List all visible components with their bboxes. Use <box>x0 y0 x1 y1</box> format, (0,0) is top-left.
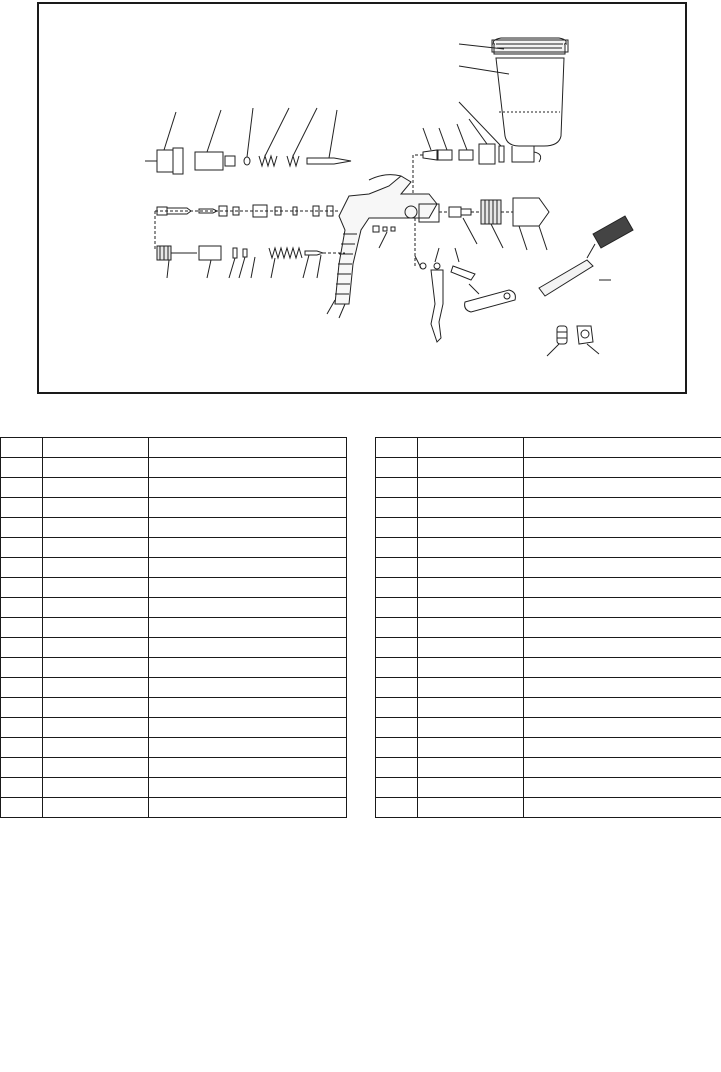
table-row <box>1 518 347 538</box>
table-row <box>1 438 347 458</box>
table-cell <box>418 438 524 458</box>
table-cell <box>43 598 149 618</box>
table-row <box>376 738 721 758</box>
air-cap-assembly <box>439 198 549 250</box>
table-cell <box>524 758 721 778</box>
table-cell <box>524 658 721 678</box>
table-cell <box>376 598 418 618</box>
table-cell <box>43 738 149 758</box>
table-cell <box>43 498 149 518</box>
table-cell <box>376 638 418 658</box>
table-row <box>1 538 347 558</box>
table-cell <box>43 538 149 558</box>
table-row <box>1 578 347 598</box>
table-row <box>1 678 347 698</box>
table-cell <box>376 658 418 678</box>
table-cell <box>418 618 524 638</box>
table-cell <box>1 718 43 738</box>
table-cell <box>524 778 721 798</box>
table-cell <box>149 678 347 698</box>
table-cell <box>418 738 524 758</box>
table-cell <box>418 778 524 798</box>
table-cell <box>43 758 149 778</box>
table-cell <box>1 638 43 658</box>
filter-and-nut <box>547 326 599 356</box>
table-row <box>1 798 347 818</box>
table-cell <box>524 498 721 518</box>
table-row <box>1 498 347 518</box>
table-cell <box>149 498 347 518</box>
table-row <box>376 578 721 598</box>
table-cell <box>376 678 418 698</box>
table-cell <box>149 758 347 778</box>
table-cell <box>149 438 347 458</box>
table-cell <box>1 658 43 678</box>
table-cell <box>418 478 524 498</box>
table-row <box>1 458 347 478</box>
table-row <box>376 598 721 618</box>
table-cell <box>149 458 347 478</box>
table-row <box>376 458 721 478</box>
table-cell <box>1 458 43 478</box>
table-cell <box>418 718 524 738</box>
table-row <box>376 698 721 718</box>
table-cell <box>376 758 418 778</box>
table-cell <box>418 458 524 478</box>
table-cell <box>418 598 524 618</box>
table-cell <box>43 618 149 638</box>
table-cell <box>418 578 524 598</box>
spray-gun-exploded-view <box>39 4 685 392</box>
table-row <box>376 778 721 798</box>
table-cell <box>149 658 347 678</box>
table-row <box>1 758 347 778</box>
table-cell <box>376 438 418 458</box>
table-cell <box>1 578 43 598</box>
table-cell <box>1 478 43 498</box>
table-cell <box>43 778 149 798</box>
trigger <box>415 218 475 342</box>
table-cell <box>524 598 721 618</box>
table-cell <box>524 518 721 538</box>
table-cell <box>1 598 43 618</box>
table-cell <box>149 798 347 818</box>
table-cell <box>376 498 418 518</box>
table-cell <box>149 538 347 558</box>
cleaning-brush <box>539 216 633 296</box>
table-cell <box>524 438 721 458</box>
table-cell <box>418 798 524 818</box>
table-cell <box>149 558 347 578</box>
table-cell <box>149 578 347 598</box>
needle-assembly-upper <box>157 148 351 174</box>
table-cell <box>149 638 347 658</box>
table-cell <box>149 618 347 638</box>
table-cell <box>524 618 721 638</box>
table-cell <box>418 518 524 538</box>
table-cell <box>418 658 524 678</box>
parts-table-right-body <box>376 438 721 818</box>
table-cell <box>524 558 721 578</box>
table-cell <box>1 698 43 718</box>
table-row <box>376 518 721 538</box>
table-row <box>376 718 721 738</box>
table-cell <box>376 778 418 798</box>
table-cell <box>524 538 721 558</box>
table-row <box>376 478 721 498</box>
table-cell <box>43 638 149 658</box>
table-cell <box>376 618 418 638</box>
table-row <box>1 738 347 758</box>
table-cell <box>43 518 149 538</box>
table-cell <box>1 518 43 538</box>
table-cell <box>149 698 347 718</box>
table-cell <box>376 698 418 718</box>
table-row <box>1 618 347 638</box>
paint-cup <box>493 38 566 162</box>
table-cell <box>524 698 721 718</box>
table-row <box>1 658 347 678</box>
body-small-parts <box>373 226 395 248</box>
table-cell <box>376 458 418 478</box>
table-row <box>376 438 721 458</box>
table-cell <box>1 438 43 458</box>
table-cell <box>1 618 43 638</box>
table-cell <box>418 638 524 658</box>
table-cell <box>149 738 347 758</box>
table-row <box>1 598 347 618</box>
table-cell <box>376 558 418 578</box>
table-cell <box>524 738 721 758</box>
table-row <box>1 638 347 658</box>
table-cell <box>376 738 418 758</box>
table-cell <box>418 758 524 778</box>
pattern-adjuster-row <box>155 236 345 278</box>
table-cell <box>43 658 149 678</box>
table-cell <box>1 778 43 798</box>
table-cell <box>418 558 524 578</box>
table-row <box>376 638 721 658</box>
table-row <box>376 558 721 578</box>
table-cell <box>1 678 43 698</box>
table-cell <box>43 698 149 718</box>
table-cell <box>524 578 721 598</box>
table-row <box>1 558 347 578</box>
parts-list-table-left <box>0 437 347 818</box>
table-cell <box>524 798 721 818</box>
table-cell <box>376 538 418 558</box>
table-cell <box>1 798 43 818</box>
table-cell <box>149 598 347 618</box>
table-cell <box>149 478 347 498</box>
table-cell <box>43 678 149 698</box>
exploded-parts-diagram <box>37 2 687 394</box>
table-cell <box>1 738 43 758</box>
air-valve-row <box>155 205 339 236</box>
table-cell <box>376 518 418 538</box>
table-cell <box>524 718 721 738</box>
table-row <box>376 498 721 518</box>
table-row <box>376 538 721 558</box>
wrench <box>465 284 516 312</box>
gun-body <box>335 175 439 304</box>
table-cell <box>376 798 418 818</box>
table-cell <box>1 758 43 778</box>
parts-table-left-body <box>1 438 347 818</box>
table-cell <box>376 718 418 738</box>
table-cell <box>376 578 418 598</box>
table-cell <box>149 778 347 798</box>
table-row <box>1 778 347 798</box>
table-cell <box>524 638 721 658</box>
table-cell <box>376 478 418 498</box>
table-cell <box>1 558 43 578</box>
leader-lines-upper <box>145 44 509 161</box>
table-cell <box>524 478 721 498</box>
table-row <box>1 478 347 498</box>
table-cell <box>418 698 524 718</box>
table-row <box>376 758 721 778</box>
table-cell <box>1 538 43 558</box>
table-row <box>376 658 721 678</box>
table-cell <box>149 518 347 538</box>
table-cell <box>43 798 149 818</box>
table-cell <box>418 498 524 518</box>
parts-list-table-right <box>375 437 721 818</box>
table-cell <box>524 458 721 478</box>
table-cell <box>43 458 149 478</box>
table-row <box>1 698 347 718</box>
table-cell <box>418 678 524 698</box>
table-cell <box>43 478 149 498</box>
table-cell <box>43 578 149 598</box>
table-cell <box>524 678 721 698</box>
table-cell <box>418 538 524 558</box>
table-cell <box>43 718 149 738</box>
table-cell <box>43 558 149 578</box>
table-row <box>1 718 347 738</box>
table-row <box>376 678 721 698</box>
table-row <box>376 798 721 818</box>
table-cell <box>1 498 43 518</box>
table-row <box>376 618 721 638</box>
table-cell <box>43 438 149 458</box>
table-cell <box>149 718 347 738</box>
